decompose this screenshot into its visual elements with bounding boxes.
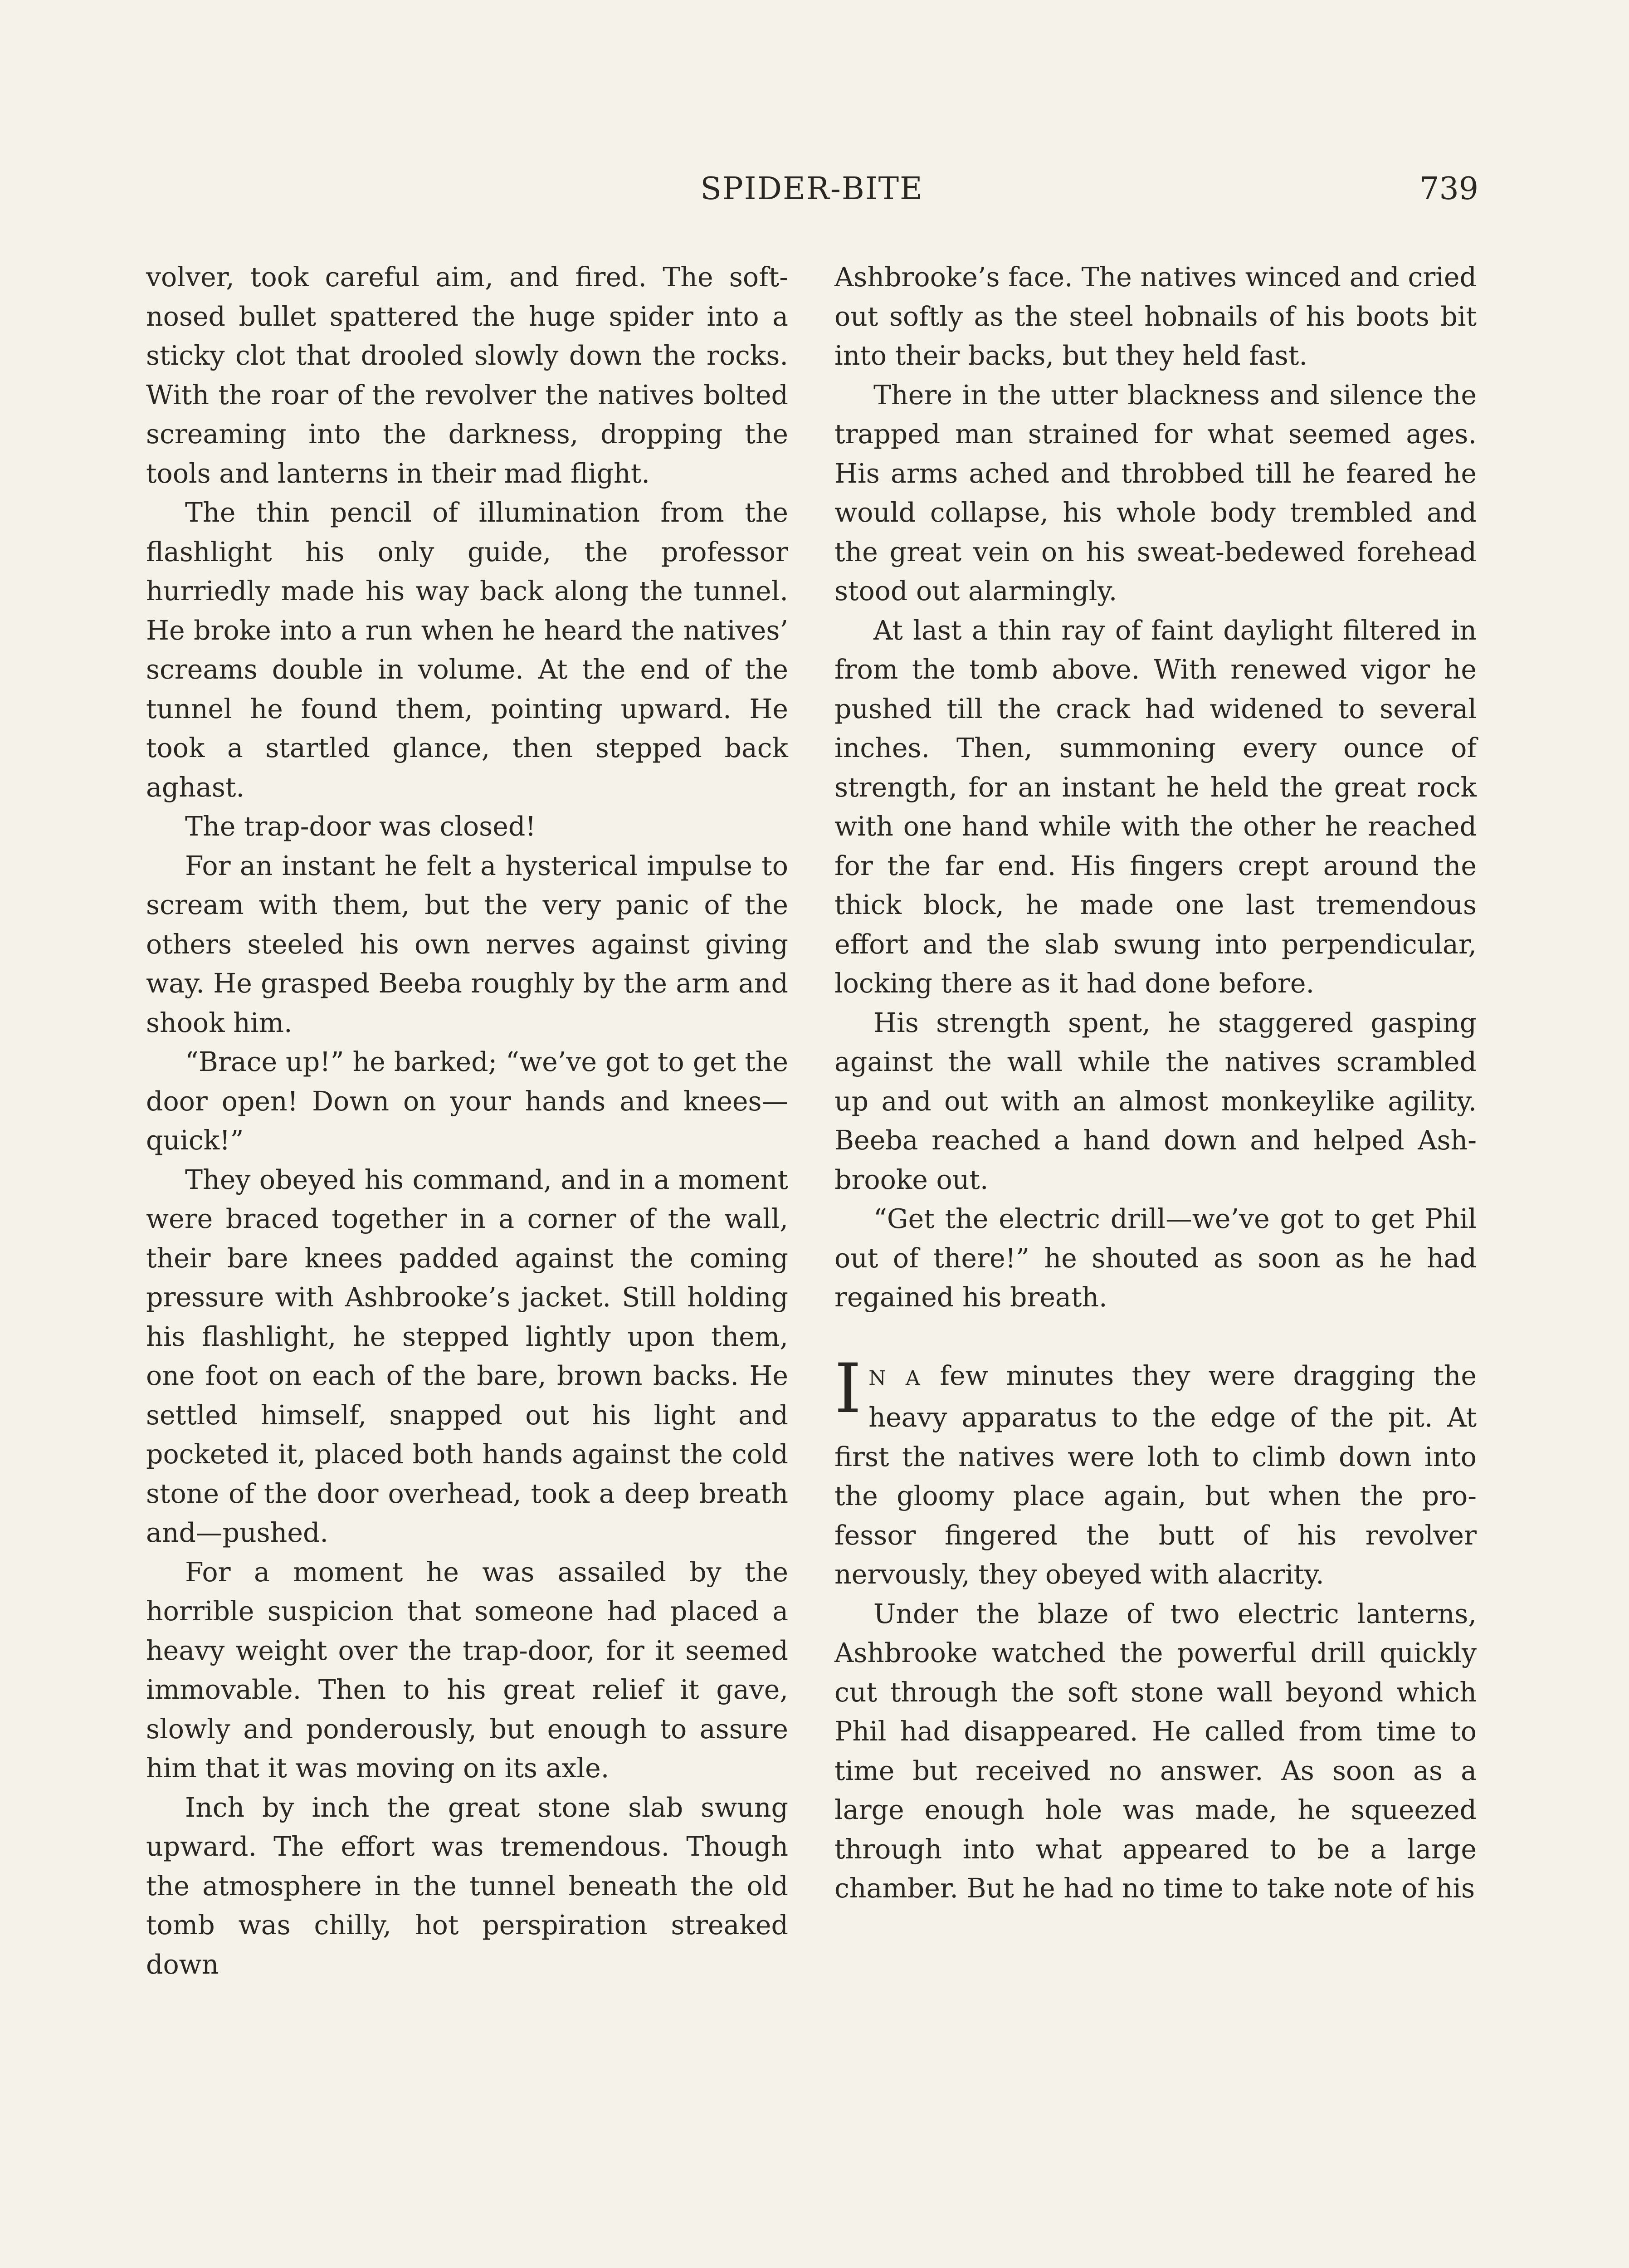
page-number: 739	[1419, 171, 1478, 207]
paragraph: “Get the electric drill—we’ve got to get Phil out of there!” he shouted as soon as he had regained his breath.	[834, 1203, 1477, 1313]
story-title: SPIDER-BITE	[700, 171, 923, 207]
drop-cap: I	[834, 1349, 862, 1428]
paragraph: volver, took careful aim, and fired. The soft-nosed bullet spattered the huge spider into a sticky clot that drooled slowly down the rocks. With the roar of the revolver the natives bolted screaming into the darkness, dropping the tools and lanterns in their mad flight.	[146, 262, 788, 489]
right-column	[834, 258, 1477, 1908]
paragraph: Under the blaze of two electric lanterns, Ashbrooke watched the powerful drill quickly cut through the soft stone wall beyond which Phil had disappeared. He called from time to time but received no answer. As soon as a large enough hole was made, he squeezed through into what appeared to be a large chamber. But he had no time to take note of his	[834, 1598, 1477, 1904]
paragraph-text: few minutes they were dragging the heavy apparatus to the edge of the pit. At first the natives were loth to climb down into the gloomy place again, but when the professor fingered the butt of his revolver nervously, they obeyed with alacrity.	[834, 1360, 1477, 1590]
paragraph: The thin pencil of illumination from the flashlight his only guide, the professor hurriedly made his way back along the tunnel. He broke into a run when he heard the natives’ screams double in volume. At the end of the tunnel he found them, pointing upward. He took a startled glance, then stepped back aghast.	[146, 497, 788, 803]
paragraph: At last a thin ray of faint daylight filtered in from the tomb above. With renewed vigor he pushed till the crack had widened to several inches. Then, summoning every ounce of strength, for an instant he held the great rock with one hand while with the other he reached for the far end. His fingers crept around the thick block, he made one last tremendous effort and the slab swung into perpendicular, locking there as it had done before.	[834, 615, 1477, 999]
paragraph: There in the utter blackness and silence the trapped man strained for what seemed ages. His arms ached and throbbed till he feared he would collapse, his whole body trembled and the great vein on his sweat-bedewed forehead stood out alarmingly.	[834, 379, 1477, 606]
paragraph: They obeyed his command, and in a moment were braced together in a corner of the wall, their bare knees padded against the coming pressure with Ashbrooke’s jacket. Still holding his flashlight, he stepped lightly upon them, one foot on each of the bare, brown backs. He settled himself, snapped out his light and pocketed it, placed both hands against the cold stone of the door overhead, took a deep breath and—pushed.	[146, 1164, 788, 1548]
left-column	[146, 258, 788, 1984]
paragraph: His strength spent, he staggered gasping against the wall while the natives scrambled up and out with an almost monkeylike agility. Beeba reached a hand down and helped Ashbrooke out.	[834, 1007, 1477, 1195]
paragraph: Inch by inch the great stone slab swung upward. The effort was tremendous. Though the atmosphere in the tunnel beneath the old tomb was chilly, hot perspiration streaked down	[146, 1792, 788, 1980]
paragraph: The trap-door was closed!	[185, 811, 536, 842]
paragraph: Ashbrooke’s face. The natives winced and cried out softly as the steel hobnails of his boots bit into their backs, but they held fast.	[834, 262, 1477, 371]
paragraph: “Brace up!” he barked; “we’ve got to get the door open! Down on your hands and knees—quick!”	[146, 1046, 788, 1156]
small-caps-lead: N A	[868, 1366, 922, 1390]
section-opening-paragraph	[834, 1349, 1477, 1594]
running-head	[145, 169, 1478, 210]
paragraph: For a moment he was assailed by the horrible suspicion that someone had placed a heavy weight over the trap-door, for it seemed immovable. Then to his great relief it gave, slowly and ponderously, but enough to assure him that it was moving on its axle.	[146, 1556, 788, 1784]
paragraph: For an instant he felt a hysterical impulse to scream with them, but the very panic of the others steeled his own nerves against giving way. He grasped Beeba roughly by the arm and shook him.	[146, 850, 788, 1038]
